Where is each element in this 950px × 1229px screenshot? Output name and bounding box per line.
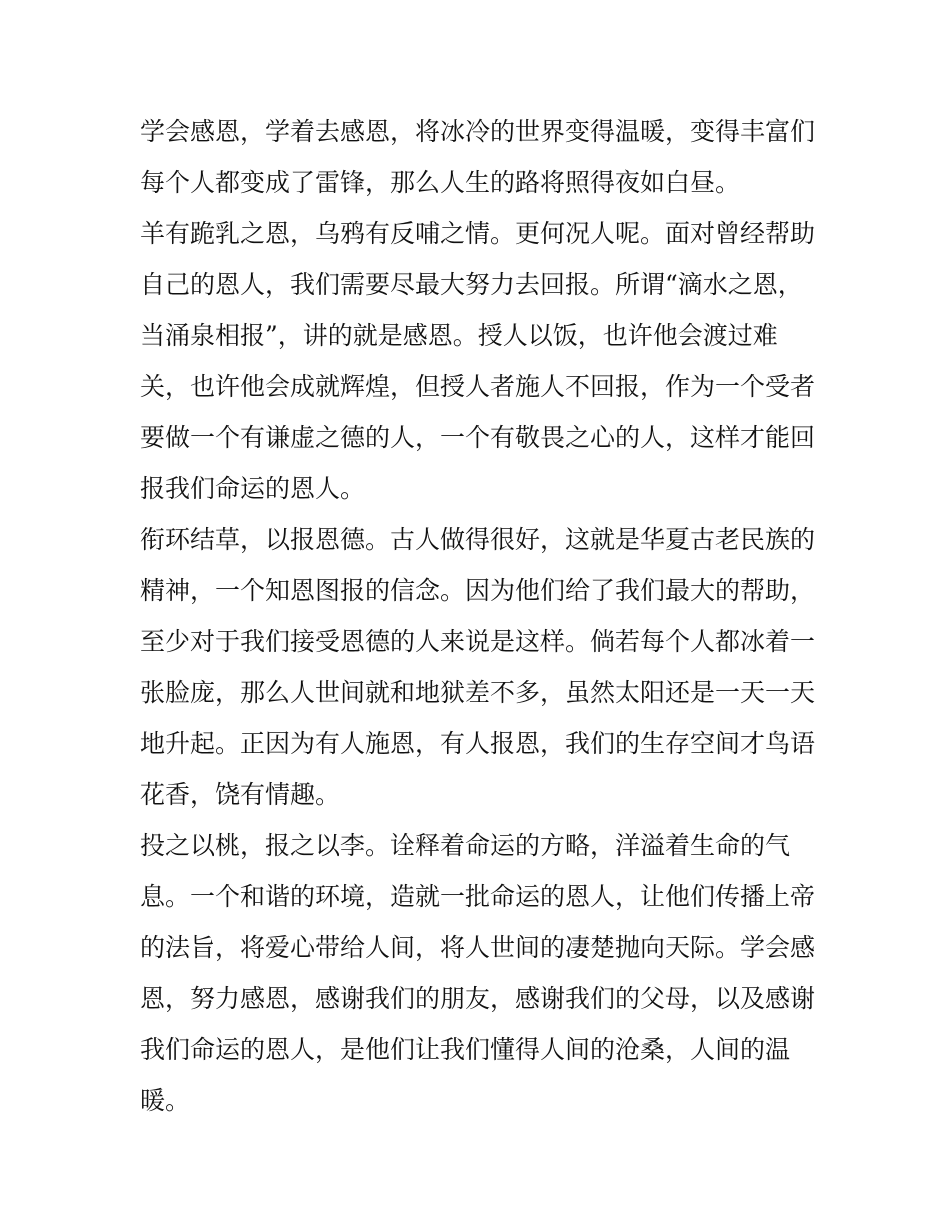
text-line: 自己的恩人，我们需要尽最大努力去回报。所谓“滴水之恩，: [140, 270, 803, 299]
text-line: 报我们命运的恩人。: [140, 474, 366, 503]
text-line: 羊有跪乳之恩，乌鸦有反哺之情。更何况人呢。面对曾经帮助: [140, 219, 816, 248]
text-line: 的法旨，将爱心带给人间，将人世间的凄楚抛向天际。学会感: [140, 933, 816, 962]
text-line: 精神，一个知恩图报的信念。因为他们给了我们最大的帮助，: [140, 576, 816, 605]
text-line: 关，也许他会成就辉煌，但授人者施人不回报，作为一个受者: [140, 372, 816, 401]
text-line: 每个人都变成了雷锋，那么人生的路将照得夜如白昼。: [140, 168, 741, 197]
text-line: 当涌泉相报”，讲的就是感恩。授人以饭，也许他会渡过难: [140, 321, 778, 350]
text-line: 恩，努力感恩，感谢我们的朋友，感谢我们的父母，以及感谢: [140, 984, 816, 1013]
text-line: 投之以桃，报之以李。诠释着命运的方略，洋溢着生命的气: [140, 831, 791, 860]
document-body: [140, 106, 820, 1126]
text-line: 至少对于我们接受恩德的人来说是这样。倘若每个人都冰着一: [140, 627, 816, 656]
text-line: 张脸庞，那么人世间就和地狱差不多，虽然太阳还是一天一天: [140, 678, 816, 707]
text-line: 暖。: [140, 1086, 191, 1115]
text-line: 学会感恩，学着去感恩，将冰冷的世界变得温暖，变得丰富们: [140, 117, 816, 146]
text-line: 地升起。正因为有人施恩，有人报恩，我们的生存空间才鸟语: [140, 729, 816, 758]
text-line: 息。一个和谐的环境，造就一批命运的恩人，让他们传播上帝: [140, 882, 816, 911]
text-line: 花香，饶有情趣。: [140, 780, 341, 809]
text-line: 我们命运的恩人，是他们让我们懂得人间的沧桑，人间的温: [140, 1035, 791, 1064]
text-line: 要做一个有谦虚之德的人，一个有敬畏之心的人，这样才能回: [140, 423, 816, 452]
text-line: 衔环结草，以报恩德。古人做得很好，这就是华夏古老民族的: [140, 525, 816, 554]
